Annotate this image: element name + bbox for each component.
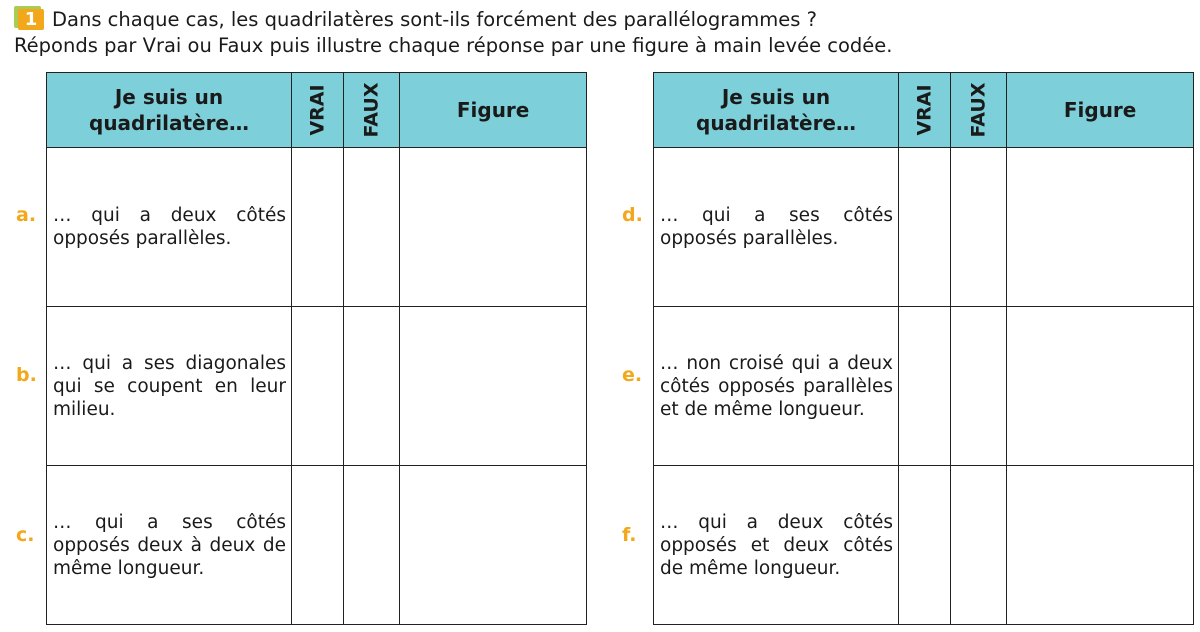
table-right <box>653 72 1194 625</box>
statement-cell: … non croisé qui a deux côtés opposés parallèles et de même longueur. <box>654 307 899 466</box>
instruction-line-2: Réponds par Vrai ou Faux puis illustre chaque réponse par une figure à main levée codée. <box>14 34 893 57</box>
vrai-answer-cell[interactable] <box>292 466 344 625</box>
item-letter-d: d. <box>622 204 643 226</box>
faux-answer-cell[interactable] <box>951 466 1007 625</box>
table-header-row <box>654 73 1194 148</box>
figure-header: Figure <box>1007 73 1194 148</box>
faux-header: FAUX <box>951 73 1007 148</box>
figure-drawing-cell[interactable] <box>400 307 587 466</box>
faux-answer-cell[interactable] <box>344 466 400 625</box>
item-letter-a: a. <box>16 204 37 226</box>
faux-answer-cell[interactable] <box>951 148 1007 307</box>
figure-drawing-cell[interactable] <box>400 148 587 307</box>
faux-header: FAUX <box>344 73 400 148</box>
item-letter-f: f. <box>622 524 637 546</box>
vrai-answer-cell[interactable] <box>899 148 951 307</box>
table-left <box>46 72 587 625</box>
faux-answer-cell[interactable] <box>344 307 400 466</box>
exercise-number-badge: 1 <box>14 6 44 30</box>
figure-drawing-cell[interactable] <box>1007 148 1194 307</box>
table-row <box>654 148 1194 307</box>
statement-cell: … qui a deux côtés opposés et deux côtés de même longueur. <box>654 466 899 625</box>
table-row <box>654 466 1194 625</box>
question-text: Dans chaque cas, les quadrilatères sont-ils forcément des parallélogrammes ? <box>52 8 817 31</box>
item-letter-b: b. <box>16 364 37 386</box>
vrai-answer-cell[interactable] <box>899 307 951 466</box>
table-header-row <box>47 73 587 148</box>
figure-drawing-cell[interactable] <box>1007 466 1194 625</box>
figure-drawing-cell[interactable] <box>400 466 587 625</box>
statement-cell: … qui a ses côtés opposés parallèles. <box>654 148 899 307</box>
faux-answer-cell[interactable] <box>344 148 400 307</box>
table-row <box>47 466 587 625</box>
item-letter-e: e. <box>622 364 643 386</box>
vrai-answer-cell[interactable] <box>899 466 951 625</box>
statement-cell: … qui a ses diagonales qui se coupent en leur milieu. <box>47 307 292 466</box>
vrai-header: VRAI <box>292 73 344 148</box>
figure-drawing-cell[interactable] <box>1007 307 1194 466</box>
vrai-header: VRAI <box>899 73 951 148</box>
table-row <box>654 307 1194 466</box>
table-row <box>47 307 587 466</box>
vrai-answer-cell[interactable] <box>292 307 344 466</box>
figure-header: Figure <box>400 73 587 148</box>
statement-header: Je suis un quadrilatère… <box>47 73 292 148</box>
statement-cell: … qui a deux côtés opposés parallèles. <box>47 148 292 307</box>
statement-cell: … qui a ses côtés opposés deux à deux de même longueur. <box>47 466 292 625</box>
exercise-header <box>14 6 1194 59</box>
vrai-answer-cell[interactable] <box>292 148 344 307</box>
statement-header: Je suis un quadrilatère… <box>654 73 899 148</box>
item-letter-c: c. <box>16 524 35 546</box>
table-row <box>47 148 587 307</box>
instruction-line-1 <box>14 6 1194 33</box>
faux-answer-cell[interactable] <box>951 307 1007 466</box>
